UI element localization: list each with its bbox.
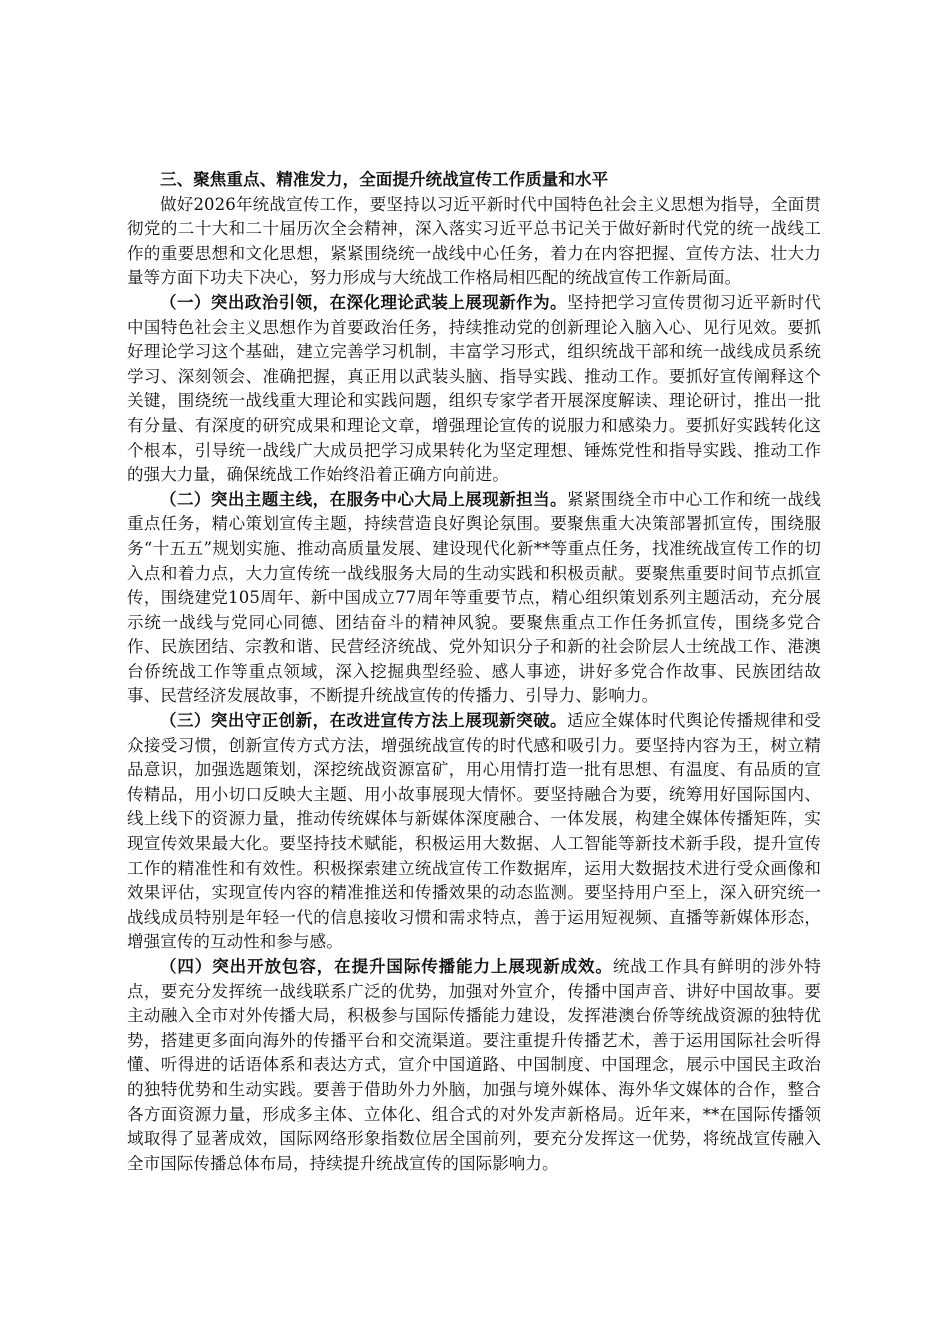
paragraph-lead: （二）突出主题主线，在服务中心大局上展现新担当。 bbox=[160, 489, 567, 509]
paragraph-main-theme bbox=[127, 488, 821, 709]
paragraph-innovation bbox=[127, 709, 821, 955]
paragraph-body: 紧紧围绕全市中心工作和统一战线重点任务，精心策划宣传主题，持续营造良好舆论氛围。要聚焦重大决策部署抓宣传，围绕服务“十五五”规划实施、推动高质量发展、建设现代化新**等重点任务，找准统战宣传工作的切入点和着力点，大力宣传统一战线服务大局的生动实践和积极贡献。要聚焦重要时间节点抓宣传，围绕建党105周年、新中国成立77周年等重要节点，精心组织策划系列主题活动，充分展示统一战线与党同心同德、团结奋斗的精神风貌。要聚焦重点工作任务抓宣传，围绕多党合作、民族团结、宗教和谐、民营经济统战、党外知识分子和新的社会阶层人士统战工作、港澳台侨统战工作等重点领域，深入挖掘典型经验、感人事迹，讲好多党合作故事、民族团结故事、民营经济发展故事，不断提升统战宣传的传播力、引导力、影响力。 bbox=[127, 489, 822, 706]
paragraph-body: 坚持把学习宣传贯彻习近平新时代中国特色社会主义思想作为首要政治任务，持续推动党的创新理论入脑入心、见行见效。要抓好理论学习这个基础，建立完善学习机制，丰富学习形式，组织统战干部和统一战线成员系统学习、深刻领会、准确把握，真正用以武装头脑、指导实践、推动工作。要抓好宣传阐释这个关键，围绕统一战线重大理论和实践问题，组织专家学者开展深度解读、理论研讨，推出一批有分量、有深度的研究成果和理论文章，增强理论宣传的说服力和感染力。要抓好实践转化这个根本，引导统一战线广大成员把学习成果转化为坚定理想、锤炼党性和指导实践、推动工作的强大力量，确保统战工作始终沿着正确方向前进。 bbox=[127, 292, 822, 485]
paragraph-international bbox=[127, 955, 821, 1176]
paragraph-political-guidance bbox=[127, 291, 821, 488]
paragraph-lead: （四）突出开放包容，在提升国际传播能力上展现新成效。 bbox=[160, 957, 613, 976]
paragraph-body: 统战工作具有鲜明的涉外特点，要充分发挥统一战线联系广泛的优势，加强对外宣介，传播中国声音、讲好中国故事。要主动融入全市对外传播大局，积极参与国际传播能力建设，发挥港澳台侨等统战资源的独特优势，搭建更多面向海外的传播平台和交流渠道。要注重提升传播艺术，善于运用国际社会听得懂、听得进的话语体系和表达方式，宣介中国道路、中国制度、中国理念，展示中国民主政治的独特优势和生动实践。要善于借助外力外脑，加强与境外媒体、海外华文媒体的合作，整合各方面资源力量，形成多主体、立体化、组合式的对外发声新格局。近年来，**在国际传播领域取得了显著成效，国际网络形象指数位居全国前列，要充分发挥这一优势，将统战宣传融入全市国际传播总体布局，持续提升统战宣传的国际影响力。 bbox=[127, 957, 821, 1173]
document-body bbox=[127, 168, 821, 1176]
paragraph-lead: （三）突出守正创新，在改进宣传方法上展现新突破。 bbox=[160, 711, 567, 731]
paragraph-body: 适应全媒体时代舆论传播规律和受众接受习惯，创新宣传方式方法，增强统战宣传的时代感和吸引力。要坚持内容为王，树立精品意识，加强选题策划，深挖统战资源富矿，用心用情打造一批有思想、有温度、有品质的宣传精品，用小切口反映大主题、用小故事展现大情怀。要坚持融合为要，统筹用好国际国内、线上线下的资源力量，推动传统媒体与新媒体深度融合、一体发展，构建全媒体传播矩阵，实现宣传效果最大化。要坚持技术赋能，积极运用大数据、人工智能等新技术新手段，提升宣传工作的精准性和有效性。积极探索建立统战宣传工作数据库，运用大数据技术进行受众画像和效果评估，实现宣传内容的精准推送和传播效果的动态监测。要坚持用户至上，深入研究统一战线成员特别是年轻一代的信息接收习惯和需求特点，善于运用短视频、直播等新媒体形态，增强宣传的互动性和参与感。 bbox=[127, 711, 822, 952]
section-heading: 三、聚焦重点、精准发力，全面提升统战宣传工作质量和水平 bbox=[160, 170, 609, 189]
intro-paragraph: 做好2026年统战宣传工作，要坚持以习近平新时代中国特色社会主义思想为指导，全面贯彻党的二十大和二十届历次全会精神，深入落实习近平总书记关于做好新时代党的统一战线工作的重要思想和文化思想，紧紧围绕统一战线中心任务，着力在内容把握、宣传方法、壮大力量等方面下功夫下决心，努力形成与大统战工作格局相匹配的统战宣传工作新局面。 bbox=[127, 194, 821, 288]
paragraph-lead: （一）突出政治引领，在深化理论武装上展现新作为。 bbox=[160, 292, 567, 312]
